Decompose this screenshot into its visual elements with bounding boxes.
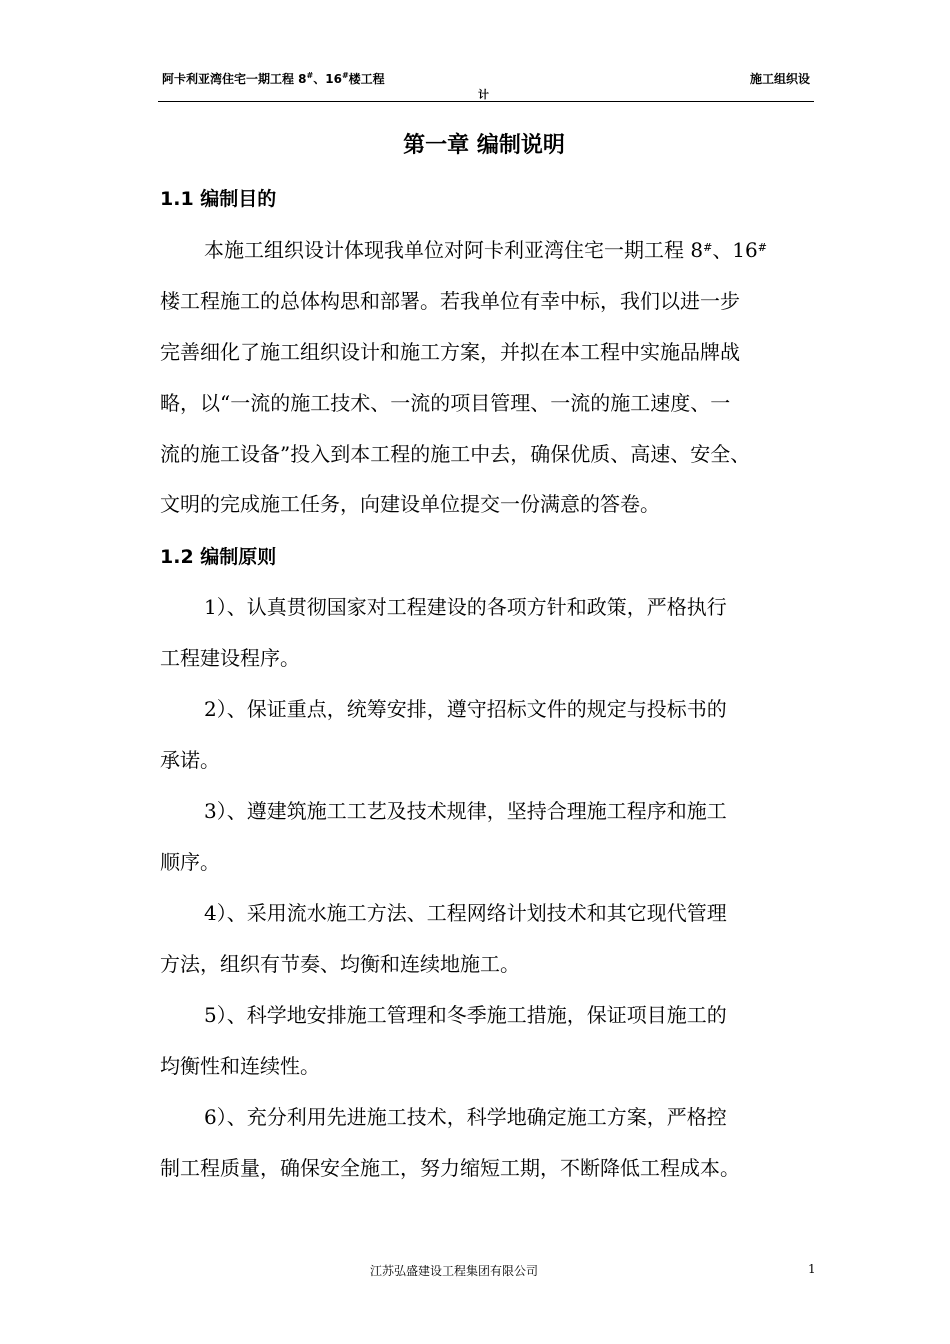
paragraph-line: 本施工组织设计体现我单位对阿卡利亚湾住宅一期工程 8#、16# <box>204 238 767 262</box>
page-number: 1 <box>808 1262 816 1276</box>
paragraph-line: 文明的完成施工任务，向建设单位提交一份满意的答卷。 <box>160 492 660 516</box>
principle-item-line: 顺序。 <box>160 850 220 874</box>
paragraph-line: 流的施工设备”投入到本工程的施工中去，确保优质、高速、安全、 <box>160 442 751 466</box>
section-heading-purpose: 1.1 编制目的 <box>160 188 277 210</box>
principle-item-line: 3）、遵建筑施工工艺及技术规律，坚持合理施工程序和施工 <box>204 799 727 823</box>
footer-company-name: 江苏弘盛建设工程集团有限公司 <box>370 1264 539 1278</box>
principle-item-line: 承诺。 <box>160 748 220 772</box>
principle-item-line: 2）、保证重点，统筹安排，遵守招标文件的规定与投标书的 <box>204 697 727 721</box>
paragraph-line: 完善细化了施工组织设计和施工方案，并拟在本工程中实施品牌战 <box>160 340 740 364</box>
paragraph-line: 楼工程施工的总体构思和部署。若我单位有幸中标，我们以进一步 <box>160 289 740 313</box>
section-heading-principles: 1.2 编制原则 <box>160 546 277 568</box>
principle-item-line: 工程建设程序。 <box>160 646 300 670</box>
header-doc-type: 施工组织设 <box>749 72 810 86</box>
header-divider <box>158 101 814 102</box>
chapter-title: 第一章 编制说明 <box>403 133 565 158</box>
header-doc-type-wrap: 计 <box>478 88 489 101</box>
principle-item-line: 均衡性和连续性。 <box>160 1054 320 1078</box>
principle-item-line: 4）、采用流水施工方法、工程网络计划技术和其它现代管理 <box>204 901 727 925</box>
paragraph-line: 略，以“一流的施工技术、一流的项目管理、一流的施工速度、一 <box>160 391 731 415</box>
principle-item-line: 制工程质量，确保安全施工，努力缩短工期，不断降低工程成本。 <box>160 1156 740 1180</box>
header-project-title: 阿卡利亚湾住宅一期工程 8#、16#楼工程 <box>162 71 385 86</box>
principle-item-line: 方法，组织有节奏、均衡和连续地施工。 <box>160 952 520 976</box>
principle-item-line: 5）、科学地安排施工管理和冬季施工措施，保证项目施工的 <box>204 1003 727 1027</box>
principle-item-line: 1）、认真贯彻国家对工程建设的各项方针和政策，严格执行 <box>204 595 727 619</box>
principle-item-line: 6）、充分利用先进施工技术，科学地确定施工方案，严格控 <box>204 1105 727 1129</box>
